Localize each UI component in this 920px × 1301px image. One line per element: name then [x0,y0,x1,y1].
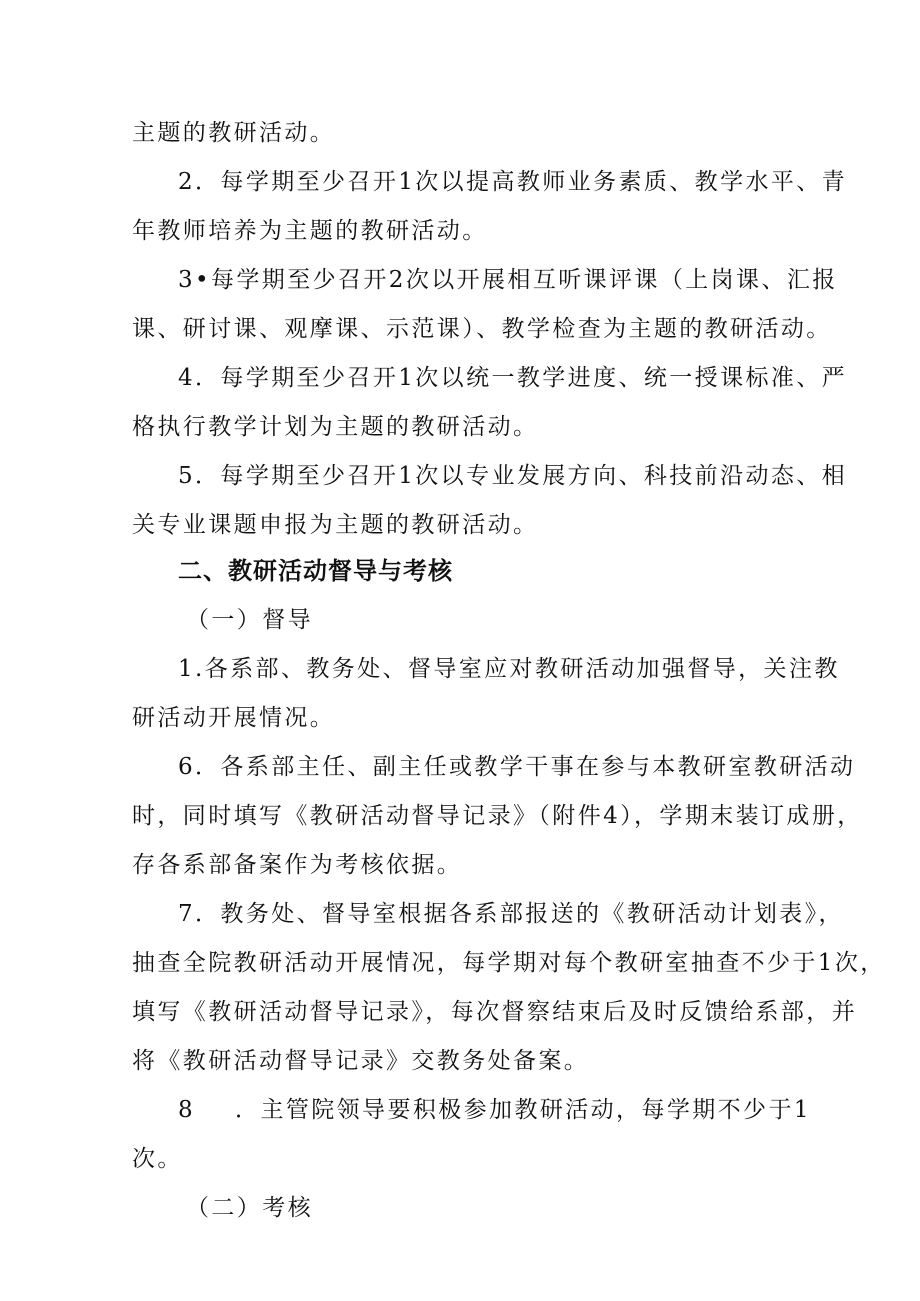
paragraph-line: 主题的教研活动。 [132,120,336,146]
paragraph-line: 7．教务处、督导室根据各系部报送的《教研活动计划表》， [178,901,844,927]
paragraph-line: 2．每学期至少召开1次以提高教师业务素质、教学水平、青 [178,169,848,195]
paragraph-line: 3•每学期至少召开2次以开展相互听课评课（上岗课、汇报 [178,267,838,293]
item-number: 8 [178,1097,196,1123]
paragraph-line: 将《教研活动督导记录》交教务处备案。 [132,1048,590,1074]
item-text: ．主管院领导要积极参加教研活动，每学期不少于1 [235,1097,811,1123]
paragraph-line: 存各系部备案作为考核依据。 [132,852,463,878]
paragraph-line: 格执行教学计划为主题的教研活动。 [132,414,539,440]
paragraph-line: 时，同时填写《教研活动督导记录》（附件4），学期末装订成册， [132,803,863,829]
paragraph-line: 关专业课题申报为主题的教研活动。 [132,512,539,538]
paragraph-line: 抽查全院教研活动开展情况，每学期对每个教研室抽查不少于1次， [132,950,886,976]
section-heading: 二、教研活动督导与考核 [178,557,453,585]
paragraph-line: 6．各系部主任、副主任或教学干事在参与本教研室教研活动 [178,754,856,780]
paragraph-line: 4．每学期至少召开1次以统一教学进度、统一授课标准、严 [178,365,848,391]
paragraph-line: 次。 [132,1146,183,1172]
subsection-heading: （二）考核 [186,1195,313,1221]
paragraph-line: 填写《教研活动督导记录》，每次督察结束后及时反馈给系部，并 [132,999,858,1025]
paragraph-line: 1.各系部、教务处、督导室应对教研活动加强督导，关注教 [178,656,840,682]
paragraph-line: 5．每学期至少召开1次以专业发展方向、科技前沿动态、相 [178,463,848,489]
subsection-heading: （一）督导 [186,607,313,633]
paragraph-line: 研活动开展情况。 [132,705,336,731]
paragraph-line: 年教师培养为主题的教研活动。 [132,218,488,244]
paragraph-line [178,1095,811,1125]
paragraph-line: 课、研讨课、观摩课、示范课）、教学检查为主题的教研活动。 [132,316,832,342]
